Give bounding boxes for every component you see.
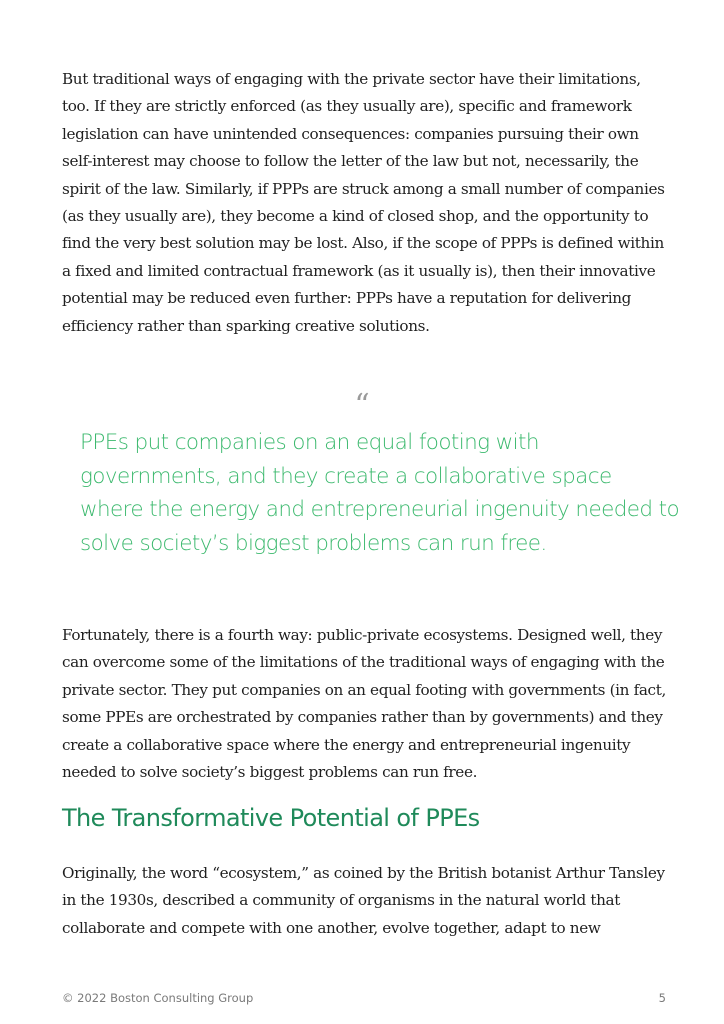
footer-copyright: © 2022 Boston Consulting Group — [62, 991, 254, 1005]
section-heading: The Transformative Potential of PPEs — [62, 804, 480, 832]
quotation-mark-icon: “ — [354, 388, 370, 423]
body-paragraph: But traditional ways of engaging with the private sector have their limitations, too. If they are strictly enforced (as they usually are), specific and framework legislation can have unintended consequences: companies pursuing their own self-interest may choose to follow the letter of the law but not, necessarily, the spirit of the law. Similarly, if PPPs are struck among a small number of companies (as they usually are), they become a kind of closed shop, and the opportunity to find the very best solution may be lost. Also, if the scope of PPPs is defined within a fixed and limited contractual framework (as it usually is), then their innovative potential may be reduced even further: PPPs have a reputation for delivering efficiency rather than sparking creative solutions. — [62, 70, 665, 335]
body-paragraph: Fortunately, there is a fourth way: public-private ecosystems. Designed well, they can overcome some of the limitations of the traditional ways of engaging with the private sector. They put companies on an equal footing with governments (in fact, some PPEs are orchestrated by companies rather than by governments) and they create a collaborative space where the energy and entrepreneurial ingenuity needed to solve society’s biggest problems can run free. — [62, 626, 666, 782]
page-number: 5 — [658, 991, 666, 1005]
pull-quote: PPEs put companies on an equal footing with governments, and they create a collaborative space where the energy and entrepreneurial ingenuity needed to solve society’s biggest problems can run free. — [80, 430, 680, 556]
body-paragraph: Originally, the word “ecosystem,” as coined by the British botanist Arthur Tansley in the 1930s, described a community of organisms in the natural world that collaborate and compete with one another, evolve together, adapt to new — [62, 864, 665, 937]
